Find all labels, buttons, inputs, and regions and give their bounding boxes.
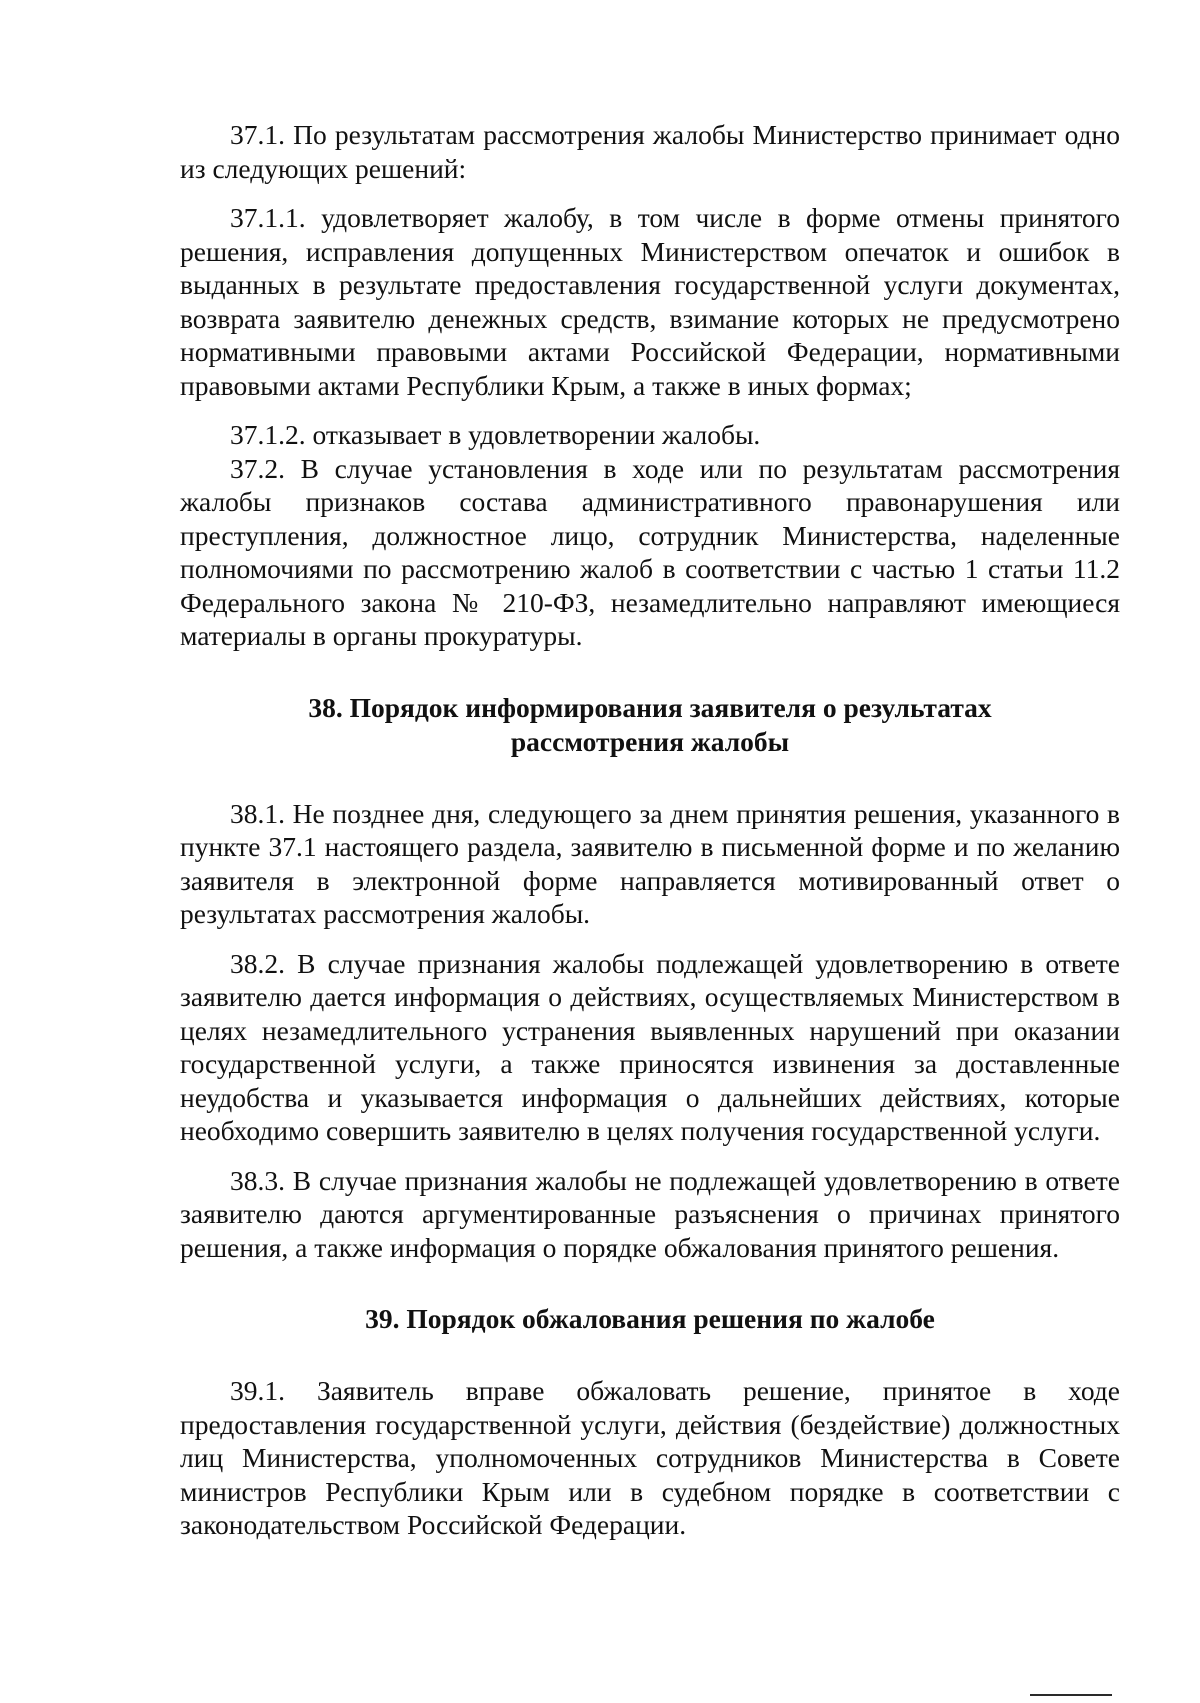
paragraph-37-1: 37.1. По результатам рассмотрения жалобы Министерство принимает одно из следующих решений: bbox=[180, 119, 1120, 184]
paragraph-37-1-1: 37.1.1. удовлетворяет жалобу, в том числе в форме отмены принятого решения, исправления допущенных Министерством опечаток и ошибок в выданных в результате предоставления государственной услуги документах, возврата заявителю денежных средств, взимание которых не предусмотрено нормативными правовыми актами Российской Федерации, нормативными правовыми актами Республики Крым, а также в иных формах; bbox=[180, 202, 1120, 401]
page-edge-mark bbox=[1030, 1694, 1112, 1696]
paragraph-38-2: 38.2. В случае признания жалобы подлежащей удовлетворению в ответе заявителю дается информация о действиях, осуществляемых Министерством в целях незамедлительного устранения выявленных нарушений при оказании государственной услуги, а также приносятся извинения за доставленные неудобства и указывается информация о дальнейших действиях, которые необходимо совершить заявителю в целях получения государственной услуги. bbox=[180, 947, 1120, 1146]
section-heading-38 bbox=[180, 691, 1120, 759]
section-heading-39-line-1: 39. Порядок обжалования решения по жалобе bbox=[365, 1303, 935, 1334]
section-heading-38-line-2: рассмотрения жалобы bbox=[510, 725, 790, 757]
paragraph-37-1-2: 37.1.2. отказывает в удовлетворении жалобы. bbox=[230, 419, 761, 450]
document-body bbox=[180, 118, 1120, 1542]
paragraph-37-2: 37.2. В случае установления в ходе или по результатам рассмотрения жалобы признаков состава административного правонарушения или преступления, должностное лицо, сотрудник Министерства, наделенные полномочиями по рассмотрению жалоб в соответствии с частью 1 статьи 11.2 Федерального закона № 210-ФЗ, незамедлительно направляют имеющиеся материалы в органы прокуратуры. bbox=[180, 452, 1120, 651]
paragraph-38-3: 38.3. В случае признания жалобы не подлежащей удовлетворению в ответе заявителю даются аргументированные разъяснения о причинах принятого решения, а также информация о порядке обжалования принятого решения. bbox=[180, 1164, 1120, 1263]
paragraph-38-1: 38.1. Не позднее дня, следующего за днем принятия решения, указанного в пункте 37.1 настоящего раздела, заявителю в письменной форме и по желанию заявителя в электронной форме направляется мотивированный ответ о результатах рассмотрения жалобы. bbox=[180, 797, 1120, 929]
section-heading-38-line-1: 38. Порядок информирования заявителя о результатах bbox=[308, 691, 992, 723]
paragraph-39-1: 39.1. Заявитель вправе обжаловать решение, принятое в ходе предоставления государственной услуги, действия (бездействие) должностных лиц Министерства, уполномоченных сотрудников Министерства в Совете министров Республики Крым или в судебном порядке в соответствии с законодательством Российской Федерации. bbox=[180, 1375, 1120, 1540]
section-heading-39 bbox=[180, 1302, 1120, 1336]
